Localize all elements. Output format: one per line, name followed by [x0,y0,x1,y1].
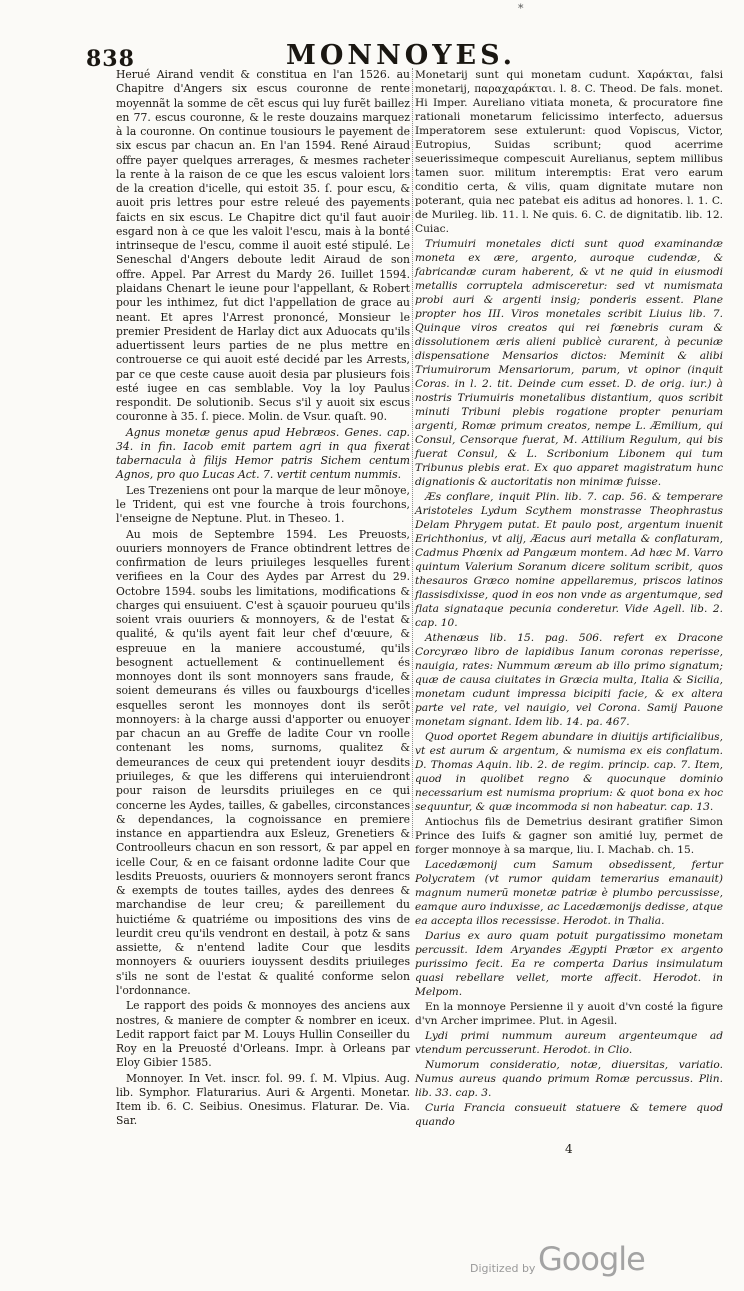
paragraph: Lacedæmonij cum Samum obsedissent, fertur Polycratem (vt rumor quidam temerarius emanauit) magnum numerũ monetæ patriæ è plumbo percussisse, eamque auro induxisse, ac Lacedæmonijs dedisse, atque ea accepta illos recessisse. Herodot. in Thalia. [415,859,723,927]
corner-mark: * [518,2,524,15]
paragraph: Monnoyer. In Vet. inscr. fol. 99. ſ. M. Vlpius. Aug. lib. Symphor. Flaturarius. Auri & Argenti. Monetar. Item ib. 6. C. Seibius. Onesimus. Flaturar. De. Via. Sar. [116,1071,410,1128]
paragraph: Æs conflare, inquit Plin. lib. 7. cap. 56. & temperare Aristoteles Lydum Scythem monstrasse Theophrastus Delam Phrygem putat. Et paulo post, argentum inuenit Erichthonius, vt alij, Æacus auri metalla & conflaturam, Cadmus Phœnix ad Pangæum montem. Ad hæc M. Varro quintum Valerium Soranum dicere solitum scribit, quos thesauros Græco nomine appellaremus, priscos latinos flassisdixisse, quod in eos non vnde as argentumque, sed flata signataque pecunia conderetur. Vide Agell. lib. 2. cap. 10. [415,491,723,629]
paragraph: Athenæus lib. 15. pag. 506. refert ex Dracone Corcyræo libro de lapidibus Ianum coronas reperisse, nauigia, rates: Nummum æreum ab illo primo signatum; quæ de causa ciuitates in Græcia multa, Italia & Sicilia, monetam cudunt impressa bicipiti facie, & ex altera parte vel rate, vel nauigio, vel Corona. Samij Pauone monetam signant. Idem lib. 14. pa. 467. [415,632,723,728]
page-number: 838 [86,46,135,72]
paragraph: Agnus monetæ genus apud Hebræos. Genes. cap. 34. in fin. Iacob emit partem agri in qua fixerat tabernacula à filijs Hemor patris Sichem centum Agnos, pro quo Lucas Act. 7. vertit centum nummis. [116,425,410,482]
right-column [415,68,723,1130]
paragraph: Numorum consideratio, notæ, diuersitas, variatio. Numus aureus quando primum Romæ percussus. Plin. lib. 33. cap. 3. [415,1059,723,1099]
paragraph: Monetarij sunt qui monetam cudunt. Χαράκται, falsi monetarij, παραχαράκται. l. 8. C. Theod. De fals. monet. Hi Imper. Aureliano vitiata moneta, & procuratore fine rationali monetarum felicissimo interfecto, aduersus Imperatorem sese extulerunt: quod Vopiscus, Victor, Eutropius, Suidas scribunt; quod acerrime seuerissimeque compescuit Aurelianus, septem millibus tamen suor. militum interemptis: Erat vero earum conditio certa, & vilis, quam dignitate mutare non poterant, quia nec patebat eis aditus ad honores. l. 1. C. de Murileg. lib. 11. l. Ne quis. 6. C. de dignitatib. lib. 12. Cuiac. [415,69,723,235]
left-column [116,68,410,1130]
paragraph: Triumuiri monetales dicti sunt quod examinandæ moneta ex ære, argento, auroque cudendæ, & fabricandæ curam haberent, & vt ne quid in eiusmodi metallis corruptela admisceretur: sed vt numismata probi auri & argenti insig; ponderis essent. Plane propter hos III. Viros monetales scribit Liuius lib. 7. Quinque viros creatos qui rei fœnebris curam & dissolutionem æris alieni publicè curarent, à pecuniæ dispensatione Mensarios dictos: Meminit & alibi Triumuirorum Mensariorum, parum, vt opinor (inquit Coras. in l. 2. tit. Deinde cum esset. D. de orig. iur.) à nostris Triumuiris monetalibus distantium, quos scribit minuti Tribuni plebis rogatione propter penuriam argenti, Romæ primum creatos, nempe L. Æmilium, qui Consul, Censorque fuerat, M. Attilium Regulum, qui bis fuerat Consul, & L. Scribonium Libonem qui tum Tribunus plebis erat. Ex quo apparet magistratum hunc dignationis & auctoritatis non minimæ fuisse. [415,238,723,488]
paragraph: Lydi primi nummum aureum argenteumque ad vtendum percusserunt. Herodot. in Clio. [415,1030,723,1056]
paragraph: Herué Airand vendit & constitua en l'an 1526. au Chapitre d'Angers six escus couronne de rente moyennãt la somme de cẽt escus qui luy furẽt baillez en 77. escus couronne, & le reste douzains marquez à la couronne. On continue tousiours le payement de six escus par chacun an. En l'an 1594. René Airaud offre payer quelques arrerages, & mesmes racheter la rente à la raison de ce que les escus valoient lors de la creation d'icelle, qui estoit 35. ſ. pour escu, & auoit pris lettres pour estre releué des payements faicts en six escus. Le Chapitre dict qu'il faut auoir esgard non à ce que les valoit l'escu, mais à la bonté intrinseque de l'escu, comme il auoit esté stipulé. Le Seneschal d'Angers deboute ledit Airaud de son offre. Appel. Par Arrest du Mardy 26. Iuillet 1594. plaidans Chenart le ieune pour l'appellant, & Robert pour les inthimez, fut dict l'appellation de grace au neant. Et apres l'Arrest prononcé, Monsieur le premier President de Harlay dict aux Aduocats qu'ils aduertissent leurs parties de ne plus mettre en controuerse ce qui auoit esté decidé par les Arrests, par ce que ceste cause auoit desia par plusieurs fois esté iugee en cas semblable. Voy la loy Paulus respondit. De solutionib. Secus s'il y auoit six escus couronne à 35. ſ. piece. Molin. de Vsur. quaſt. 90. [116,68,410,424]
paragraph: Au mois de Septembre 1594. Les Preuosts, ouuriers monnoyers de France obtindrent lettres de confirmation de leurs priuileges lesquelles furent verifiees en la Cour des Aydes par Arrest du 29. Octobre 1594. soubs les limitations, modifications & charges qui ensuiuent. C'est à sçauoir pourueu qu'ils soient vrais ouuriers & monnoyers, & de l'estat & qualité, & qu'ils ayent fait leur chef d'œuure, & espreuue en la maniere accoustumé, qu'ils besognent actuellement & continuellement és monnoyes dont ils sont monnoyers sans fraude, & soient demeurans és villes ou fauxbourgs d'icelles esquelles seront les monnoyes dont ils serõt monnoyers: à la charge aussi d'apporter ou enuoyer par chacun an au Greffe de ladite Cour vn roolle contenant les noms, surnoms, qualitez & demeurances de ceux qui pretendent iouyr desdits priuileges, & que les differens qui interuiendront pour raison de leursdits priuileges en ce qui concerne les Aydes, tailles, & gabelles, circonstances & dependances, la cognoissance en premiere instance en appartiendra aux Esleuz, Grenetiers & Controolleurs chacun en son ressort, & par appel en icelle Cour, & en ce faisant ordonne ladite Cour que lesdits Preuosts, ouuriers & monnoyers seront francs & exempts de toutes tailles, aydes des denrees & marchandise de leur creu; & pareillement du huictiéme & quatriéme ou impositions des vins de leurdit creu qu'ils vendront en destail, à potz & sans assiette, & n'entend ladite Cour que lesdits monnoyers & ouuriers iouyssent desdits priuileges s'ils ne sont de l'estat & qualité conforme selon l'ordonnance. [116,527,410,997]
paragraph: Antiochus fils de Demetrius desirant gratifier Simon Prince des Iuifs & gagner son amitié luy, permet de forger monnoye à sa marque, liu. I. Machab. ch. 15. [415,816,723,856]
paragraph: Quod oportet Regem abundare in diuitijs artificialibus, vt est aurum & argentum, & numisma ex eis conflatum. D. Thomas Aquin. lib. 2. de regim. princip. cap. 7. Item, quod in quolibet regno & quocunque dominio necessarium est numisma proprium: & quot bona ex hoc sequuntur, & quæ incommoda si non habeatur. cap. 13. [415,731,723,813]
google-logo: Google [538,1240,645,1278]
paragraph: Darius ex auro quam potuit purgatissimo monetam percussit. Idem Aryandes Ægypti Prætor ex argento purissimo fecit. Ea re comperta Darius insimulatum quasi rebellare vellet, morte affecit. Herodot. in Melpom. [415,930,723,998]
paragraph: Curia Francia consueuit statuere & temere quod quando [415,1102,723,1128]
digitized-by-label: Digitized by [470,1262,536,1275]
running-title: MONNOYES. [286,40,517,71]
paragraph: En la monnoye Persienne il y auoit d'vn costé la figure d'vn Archer imprimee. Plut. in Agesil. [415,1001,723,1027]
column-divider [412,68,413,838]
paragraph: Le rapport des poids & monnoyes des anciens aux nostres, & maniere de compter & nombrer en iceux. Ledit rapport faict par M. Louys Hullin Conseiller du Roy en la Preuosté d'Orleans. Impr. à Orleans par Eloy Gibier 1585. [116,999,410,1070]
ornament-mark: 4 [565,1142,573,1156]
paragraph: Les Trezeniens ont pour la marque de leur mõnoye, le Trident, qui est vne fourche à trois fourchons, l'enseigne de Neptune. Plut. in Theseo. 1. [116,483,410,526]
